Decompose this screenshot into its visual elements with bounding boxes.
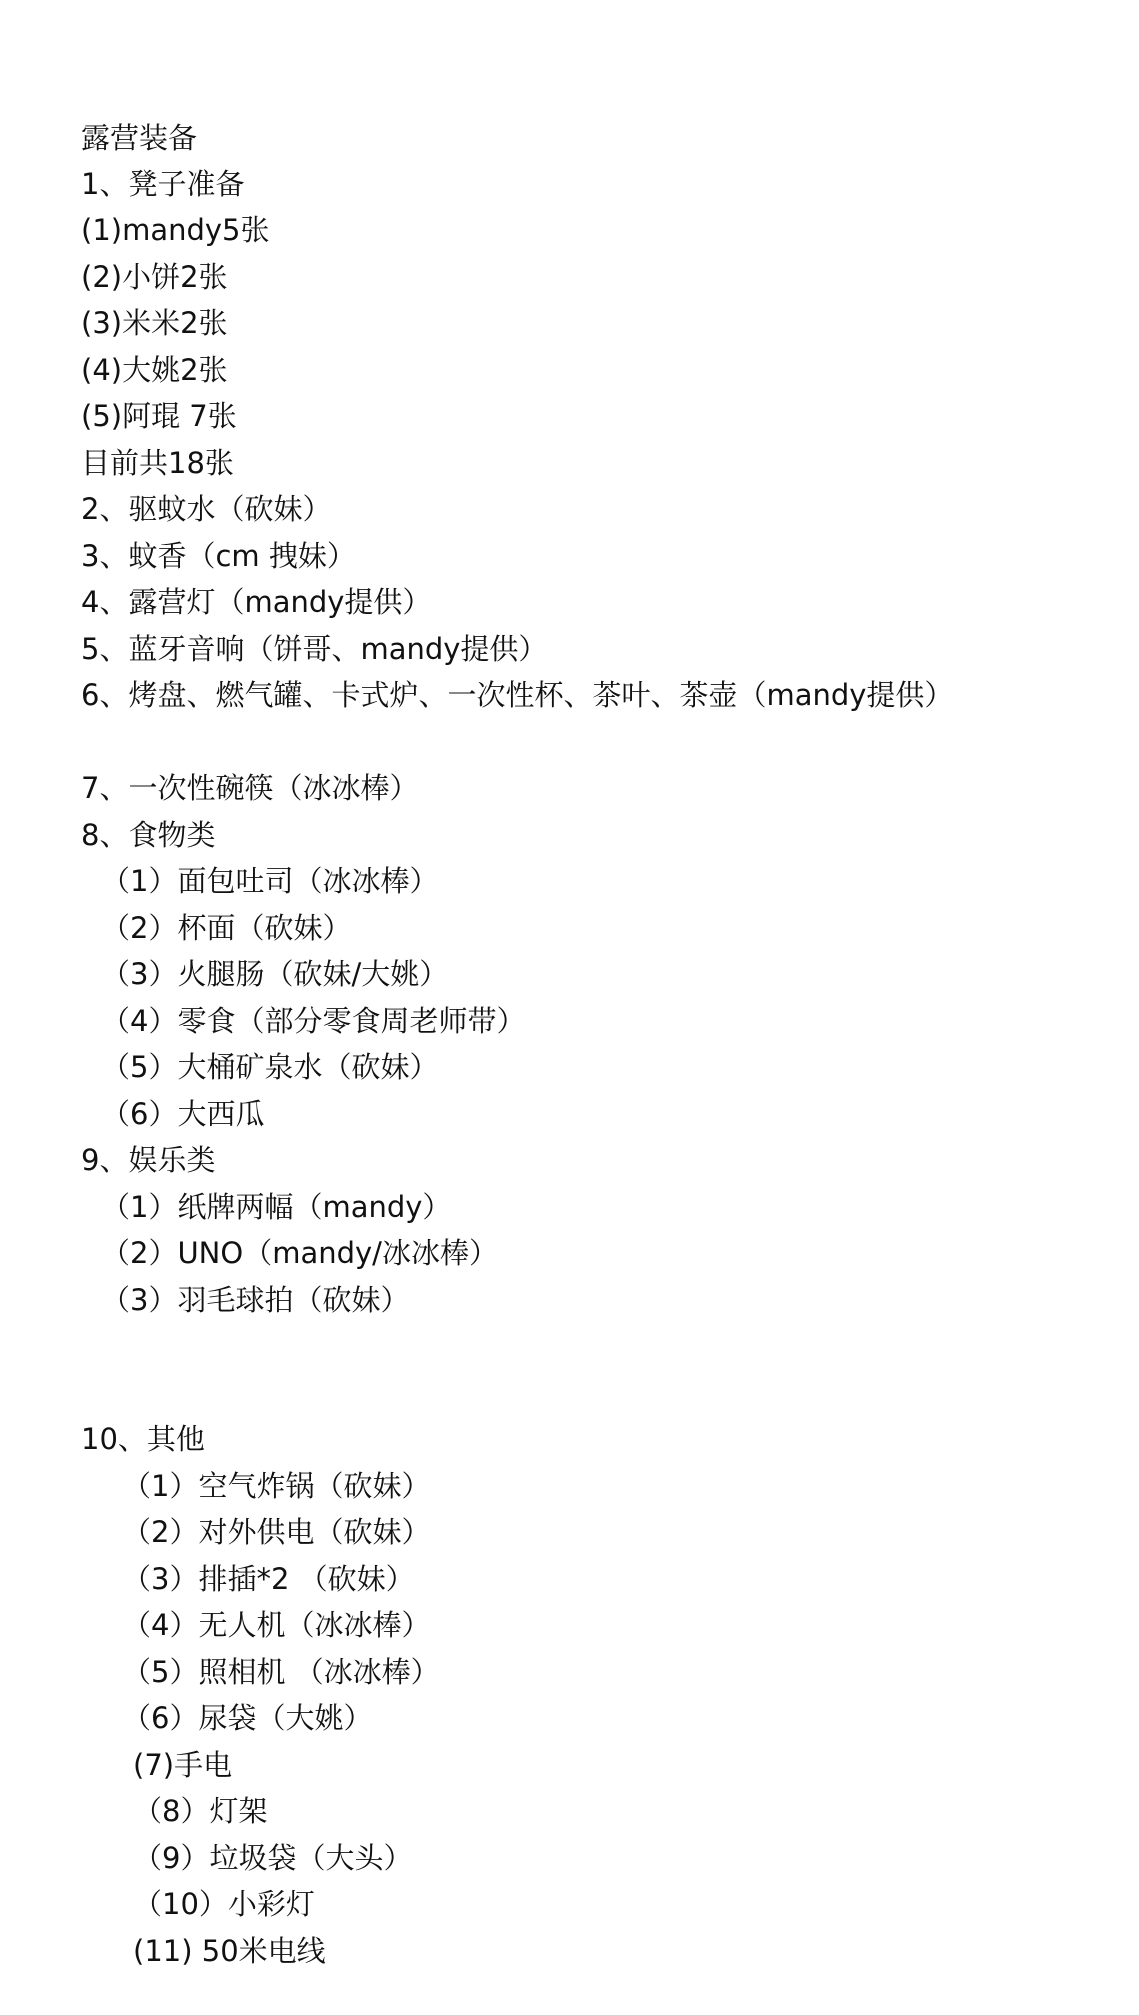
list-item: （5）大桶矿泉水（砍妹）: [101, 1050, 439, 1084]
section-heading: 7、一次性碗筷（冰冰棒）: [81, 771, 419, 805]
section-heading: 10、其他: [81, 1422, 205, 1456]
section-heading: 3、蚊香（cm 拽妹）: [81, 539, 356, 573]
list-item: （1）空气炸锅（砍妹）: [122, 1469, 431, 1503]
summary-line: 目前共18张: [81, 446, 234, 480]
list-item: （10）小彩灯: [133, 1887, 315, 1921]
list-item: （8）灯架: [133, 1794, 268, 1828]
section-heading: 1、凳子准备: [81, 167, 245, 201]
list-item: （1）纸牌两幅（mandy）: [101, 1190, 452, 1224]
section-heading: 5、蓝牙音响（饼哥、mandy提供）: [81, 632, 548, 666]
list-item: （1）面包吐司（冰冰棒）: [101, 864, 439, 898]
section-heading: 6、烤盘、燃气罐、卡式炉、一次性杯、茶叶、茶壶（mandy提供）: [81, 678, 954, 712]
list-item: (1)mandy5张: [81, 213, 270, 247]
list-item: （4）零食（部分零食周老师带）: [101, 1004, 526, 1038]
section-heading: 8、食物类: [81, 818, 216, 852]
list-item: (3)米米2张: [81, 306, 228, 340]
section-heading: 2、驱蚊水（砍妹）: [81, 492, 332, 526]
list-item: （2）UNO（mandy/冰冰棒）: [101, 1236, 498, 1270]
list-item: （4）无人机（冰冰棒）: [122, 1608, 431, 1642]
list-item: （3）羽毛球拍（砍妹）: [101, 1283, 410, 1317]
list-item: (5)阿琨 7张: [81, 399, 237, 433]
document-title: 露营装备: [81, 121, 198, 155]
list-item: (2)小饼2张: [81, 260, 228, 294]
section-heading: 9、娱乐类: [81, 1143, 216, 1177]
list-item: (11) 50米电线: [133, 1934, 326, 1968]
list-item: （2）杯面（砍妹）: [101, 911, 352, 945]
list-item: （5）照相机 （冰冰棒）: [122, 1655, 440, 1689]
list-item: (4)大姚2张: [81, 353, 228, 387]
list-item: （3）火腿肠（砍妹/大姚）: [101, 957, 449, 991]
list-item: (7)手电: [133, 1748, 233, 1782]
list-item: （2）对外供电（砍妹）: [122, 1515, 431, 1549]
section-heading: 4、露营灯（mandy提供）: [81, 585, 432, 619]
list-item: （3）排插*2 （砍妹）: [122, 1562, 415, 1596]
list-item: （6）尿袋（大姚）: [122, 1701, 373, 1735]
list-item: （9）垃圾袋（大头）: [133, 1841, 413, 1875]
list-item: （6）大西瓜: [101, 1097, 265, 1131]
